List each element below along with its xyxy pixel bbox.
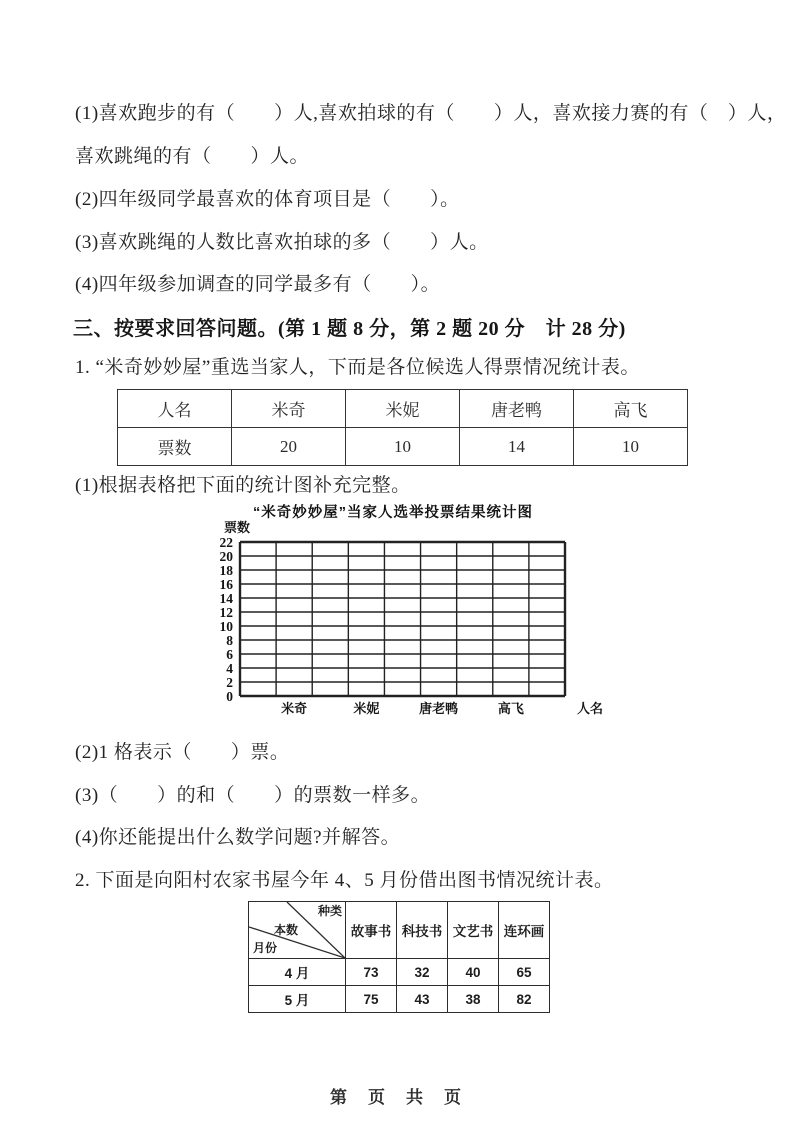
- votes-table-value-cell: 14: [460, 428, 574, 466]
- question-2: (2)四年级同学最喜欢的体育项目是（ ）。: [75, 189, 460, 210]
- svg-text:唐老鸭: 唐老鸭: [419, 701, 459, 716]
- books-table-value-cell: 82: [499, 986, 550, 1013]
- problem1-sub3: (3)（ ）的和（ ）的票数一样多。: [75, 785, 431, 806]
- question-4: (4)四年级参加调查的同学最多有（ ）。: [75, 274, 441, 295]
- svg-text:6: 6: [226, 646, 233, 662]
- section-heading: 三、按要求回答问题。(第 1 题 8 分，第 2 题 20 分 计 28 分): [73, 318, 626, 340]
- page-footer: 第 页 共 页: [330, 1088, 463, 1107]
- svg-text:人名: 人名: [577, 701, 604, 716]
- svg-text:22: 22: [219, 534, 233, 550]
- books-table-col-header: 文艺书: [448, 902, 499, 959]
- corner-label-count: 本数: [274, 923, 299, 937]
- svg-text:2: 2: [226, 674, 233, 690]
- books-table-value-cell: 43: [397, 986, 448, 1013]
- books-table-row-april: [249, 959, 550, 986]
- votes-table-data-row: [118, 428, 688, 466]
- svg-text:12: 12: [219, 604, 233, 620]
- question-1-line-2: 喜欢跳绳的有（ ）人。: [75, 146, 310, 167]
- books-table-row-label: 4 月: [249, 959, 346, 986]
- question-3: (3)喜欢跳绳的人数比喜欢拍球的多（ ）人。: [75, 232, 489, 253]
- svg-text:14: 14: [219, 590, 233, 606]
- books-table-value-cell: 65: [499, 959, 550, 986]
- votes-table-name-cell: 唐老鸭: [460, 390, 574, 428]
- votes-table-value-cell: 20: [232, 428, 346, 466]
- votes-table-name-cell: 米妮: [346, 390, 460, 428]
- votes-table: [117, 389, 688, 466]
- votes-table-name-cell: 高飞: [574, 390, 688, 428]
- chart-title: “米奇妙妙屋”当家人选举投票结果统计图: [253, 505, 533, 521]
- votes-table-label-cell: 票数: [118, 428, 232, 466]
- svg-text:4: 4: [226, 660, 233, 676]
- svg-text:米妮: 米妮: [353, 701, 380, 716]
- votes-table-name-cell: 米奇: [232, 390, 346, 428]
- corner-label-category: 种类: [317, 904, 342, 918]
- problem1-sub4: (4)你还能提出什么数学问题?并解答。: [75, 827, 401, 848]
- votes-table-corner-cell: 人名: [118, 390, 232, 428]
- books-table-col-header: 科技书: [397, 902, 448, 959]
- problem1-sub2: (2)1 格表示（ ）票。: [75, 742, 290, 763]
- books-table-col-header: 故事书: [346, 902, 397, 959]
- svg-text:18: 18: [219, 562, 233, 578]
- question-1-line-1: (1)喜欢跑步的有（ ）人,喜欢拍球的有（ ）人，喜欢接力赛的有（ ）人，: [75, 103, 787, 124]
- svg-text:8: 8: [226, 632, 233, 648]
- books-table-value-cell: 75: [346, 986, 397, 1013]
- vote-chart-svg: [178, 518, 618, 720]
- svg-text:10: 10: [219, 618, 233, 634]
- svg-text:米奇: 米奇: [281, 701, 308, 716]
- svg-text:票数: 票数: [224, 520, 251, 535]
- votes-table-header-row: [118, 390, 688, 428]
- votes-table-value-cell: 10: [346, 428, 460, 466]
- books-table-value-cell: 73: [346, 959, 397, 986]
- problem1-intro: 1. “米奇妙妙屋”重选当家人，下而是各位候选人得票情况统计表。: [75, 357, 640, 378]
- books-table-row-may: [249, 986, 550, 1013]
- books-table-value-cell: 32: [397, 959, 448, 986]
- problem2-intro: 2. 下面是向阳村农家书屋今年 4、5 月份借出图书情况统计表。: [75, 870, 614, 891]
- books-table: [248, 901, 550, 1013]
- books-table-corner-cell: [249, 902, 346, 959]
- svg-text:16: 16: [219, 576, 233, 592]
- svg-text:20: 20: [219, 548, 233, 564]
- books-table-value-cell: 40: [448, 959, 499, 986]
- books-table-row-label: 5 月: [249, 986, 346, 1013]
- corner-label-month: 月份: [253, 941, 278, 955]
- books-table-col-header: 连环画: [499, 902, 550, 959]
- books-table-header-row: [249, 902, 550, 959]
- svg-text:0: 0: [226, 688, 233, 704]
- svg-text:高飞: 高飞: [497, 701, 524, 716]
- votes-table-value-cell: 10: [574, 428, 688, 466]
- books-table-value-cell: 38: [448, 986, 499, 1013]
- problem1-sub1: (1)根据表格把下面的统计图补充完整。: [75, 475, 411, 496]
